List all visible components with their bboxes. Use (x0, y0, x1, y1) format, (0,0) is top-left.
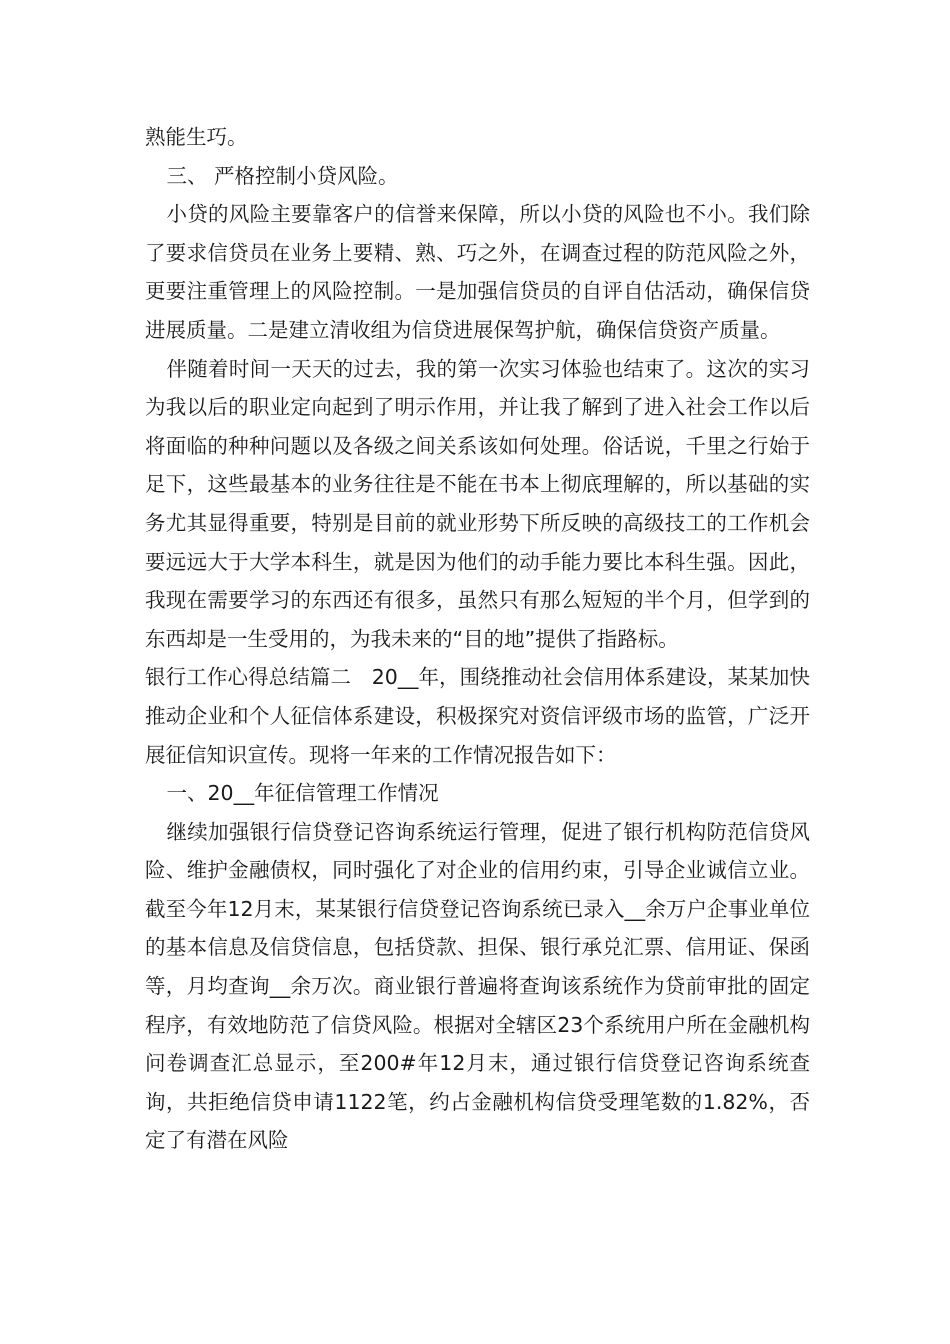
paragraph-risk-control: 小贷的风险主要靠客户的信誉来保障，所以小贷的风险也不小。我们除了要求信贷员在业务上要精、熟、巧之外，在调查过程的防范风险之外，更要注重管理上的风险控制。一是加强信贷员的自评自估活动，确保信贷进展质量。二是建立清收组为信贷进展保驾护航，确保信贷资产质量。 (145, 202, 810, 342)
section-heading-risk-control: 三、 严格控制小贷风险。 (166, 163, 399, 188)
paragraph-credit-system: 继续加强银行信贷登记咨询系统运行管理，促进了银行机构防范信贷风险、维护金融债权，同时强化了对企业的信用约束，引导企业诚信立业。截至今年12月末，某某银行信贷登记咨询系统已录入__余万户企事业单位的基本信息及信贷信息，包括贷款、担保、银行承兑汇票、信用证、保函等，月均查询__余万次。商业银行普遍将查询该系统作为贷前审批的固定程序，有效地防范了信贷风险。根据对全辖区23个系统用户所在金融机构问卷调查汇总显示，至200#年12月末，通过银行信贷登记咨询系统查询，共拒绝信贷申请1122笔，约占金融机构信贷受理笔数的1.82%，否定了有潜在风险 (145, 819, 810, 1153)
paragraph-article-two-intro: 银行工作心得总结篇二 20__年，围绕推动社会信用体系建设，某某加快推动企业和个人征信体系建设，积极探究对资信评级市场的监管，广泛开展征信知识宣传。现将一年来的工作情况报告如下： (145, 665, 810, 767)
section-heading-credit-management: 一、20__年征信管理工作情况 (166, 781, 439, 806)
paragraph-closing-line: 熟能生巧。 (145, 125, 248, 149)
paragraph-internship-summary: 伴随着时间一天天的过去，我的第一次实习体验也结束了。这次的实习为我以后的职业定向起到了明示作用，并让我了解到了进入社会工作以后将面临的种种问题以及各级之间关系该如何处理。俗话说，千里之行始于足下，这些最基本的业务往往是不能在书本上彻底理解的，所以基础的实务尤其显得重要，特别是目前的就业形势下所反映的高级技工的工作机会要远远大于大学本科生，就是因为他们的动手能力要比本科生强。因此，我现在需要学习的东西还有很多，虽然只有那么短短的半个月，但学到的东西却是一生受用的，为我未来的“目的地”提供了指路标。 (145, 356, 810, 651)
document-body (145, 118, 810, 1160)
